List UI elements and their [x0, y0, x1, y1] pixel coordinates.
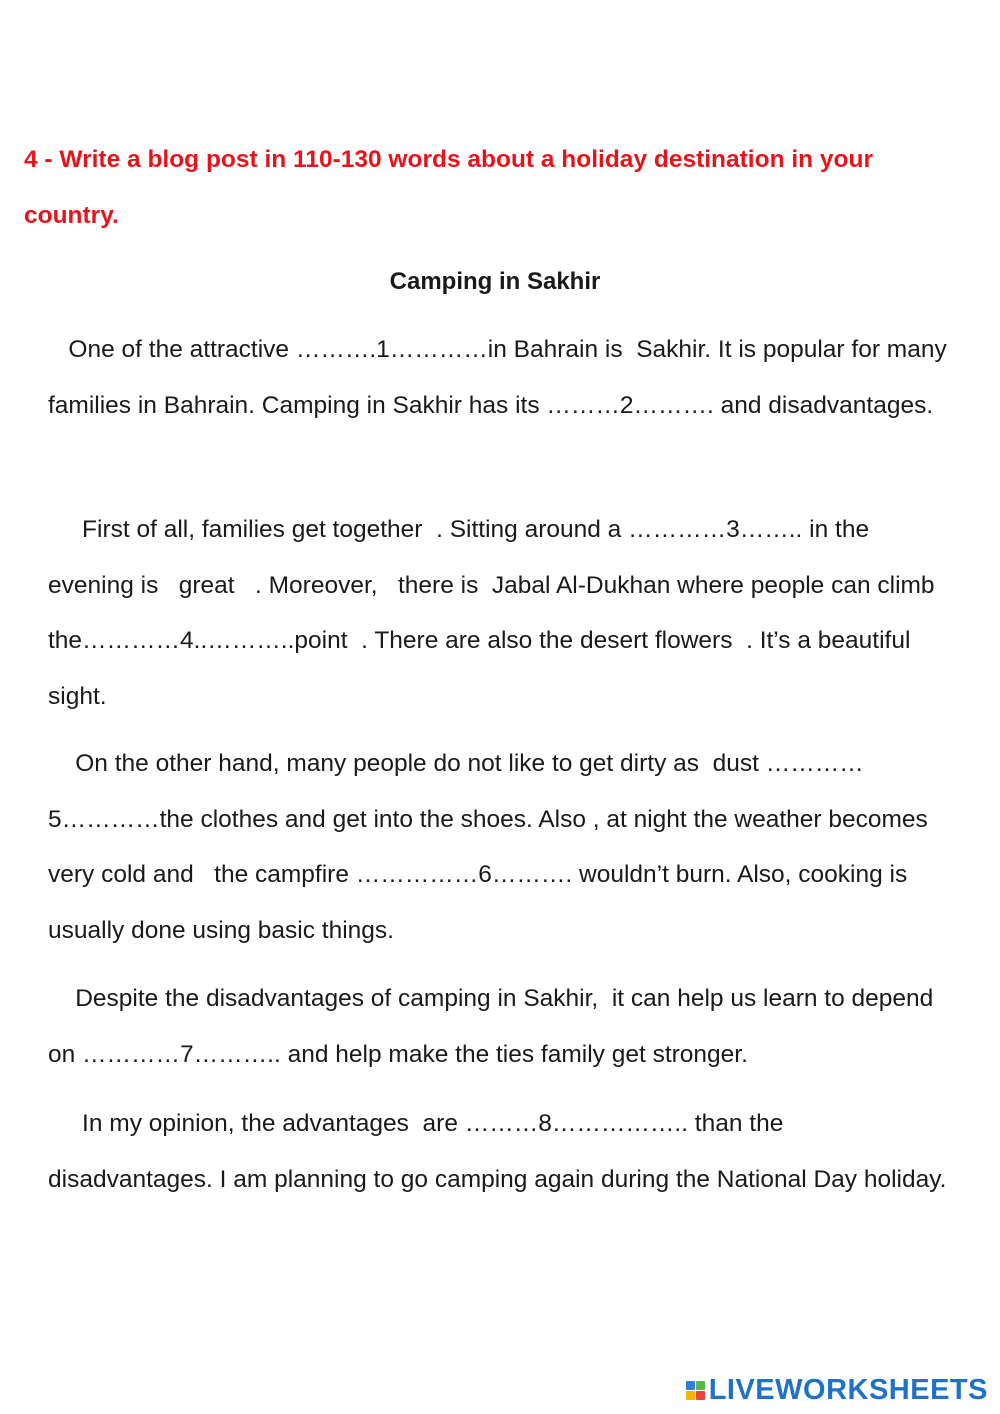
logo-grid-icon: [686, 1381, 705, 1400]
logo-text: LIVEWORKSHEETS: [708, 1374, 988, 1406]
task-instruction: 4 - Write a blog post in 110-130 words about a holiday destination in your country.: [24, 146, 874, 229]
paragraph-3: On the other hand, many people do not like to get dirty as dust …………5…………the clothes and get into the shoes. Also , at night the weather becomes very cold and the campfire ……………6………. wouldn’t burn. Also, cooking is usually done using basic things.: [48, 750, 935, 944]
paragraph-1: One of the attractive ……….1…………in Bahrain is Sakhir. It is popular for many families in Bahrain. Camping in Sakhir has its ………2………. and disadvantages.: [48, 336, 954, 419]
paragraph-4: Despite the disadvantages of camping in Sakhir, it can help us learn to depend on …………7……….. and help make the ties family get stronger.: [48, 985, 941, 1068]
liveworksheets-logo: [686, 1374, 988, 1406]
blog-title: Camping in Sakhir: [389, 268, 601, 295]
paragraph-2: First of all, families get together . Sitting around a …………3…….. in the evening is great . Moreover, there is Jabal Al-Dukhan where people can climb the…………4..………..point . There are also the desert flowers . It’s a beautiful sight.: [48, 516, 942, 710]
paragraph-5: In my opinion, the advantages are ………8…………….. than the disadvantages. I am planning to go camping again during the National Day holiday.: [48, 1110, 947, 1193]
